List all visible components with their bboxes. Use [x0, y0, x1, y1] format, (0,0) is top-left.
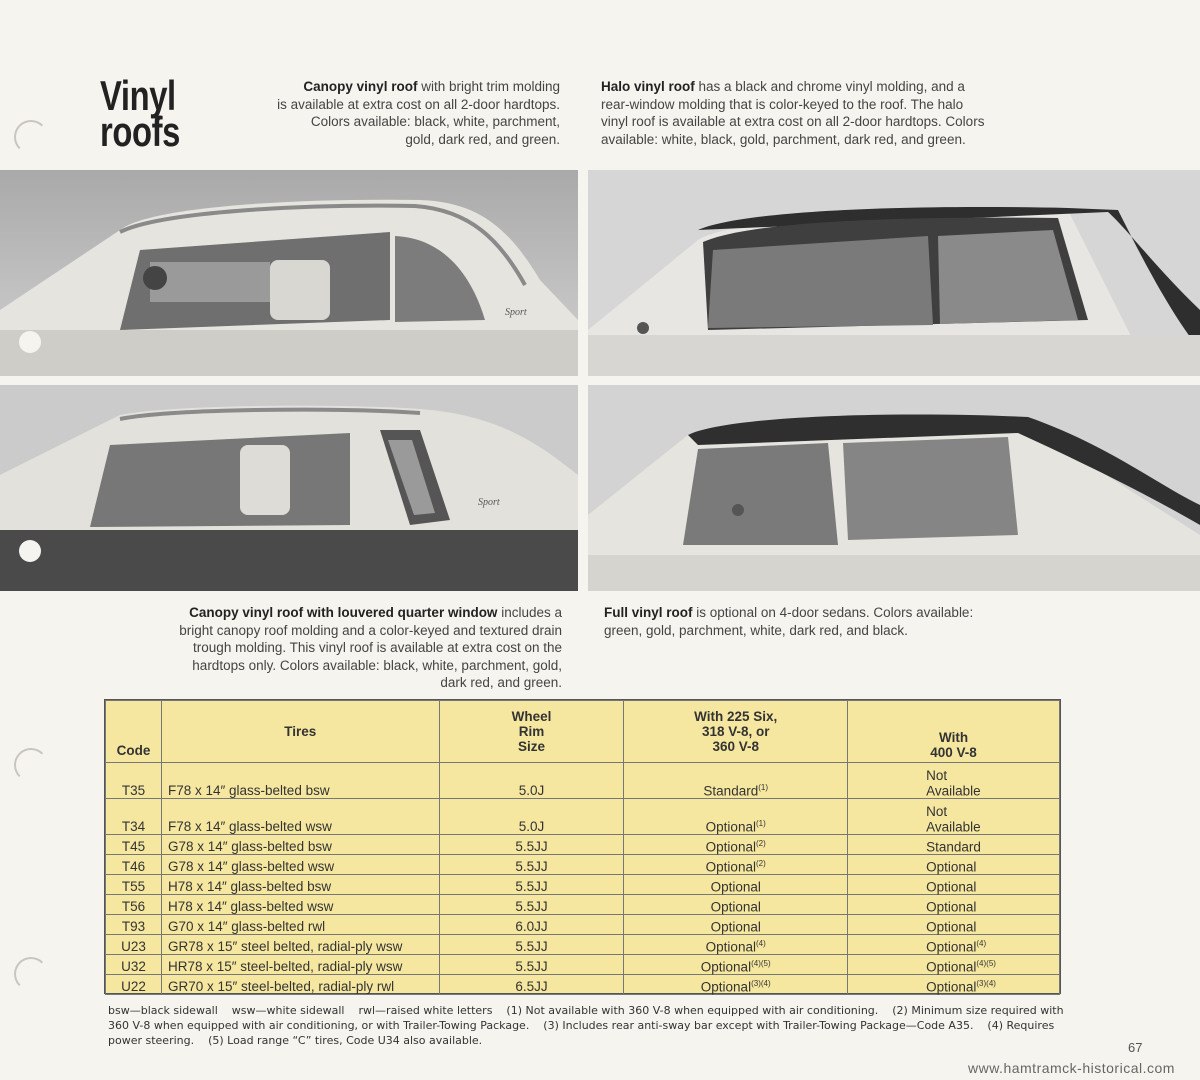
cell-rim-size-text: 6.0JJ: [515, 919, 548, 934]
cell-code-text: T35: [121, 783, 146, 798]
cell-code: [106, 799, 162, 835]
table-row: [106, 975, 1060, 995]
cell-with-225: [624, 895, 848, 915]
cell-with-400-text: Not Available: [926, 767, 981, 798]
footnote-line-1: bsw—black sidewall wsw—white sidewall rwl—raised white letters (1) Not available with 360 V-8 when equipped with air conditioning. (2) Minimum size required with: [108, 1004, 1064, 1017]
cell-with-400: [848, 955, 1060, 975]
cell-code: [106, 975, 162, 995]
full-line-1: is optional on 4-door sedans. Colors available:: [696, 605, 974, 620]
full-roof-title: Full vinyl roof: [604, 605, 693, 620]
cell-tire-size-text: H78 x 14″ glass-belted wsw: [167, 899, 334, 914]
table-row: [106, 935, 1060, 955]
cell-tire-size-text: GR70 x 15″ steel-belted, radial-ply rwl: [167, 979, 395, 994]
cell-with-225: [624, 875, 848, 895]
cell-with-400: [848, 799, 1060, 835]
louvered-line-3: trough molding. This vinyl roof is available at extra cost on the: [193, 640, 562, 655]
cell-code-text: T56: [121, 899, 146, 914]
louvered-line-2: bright canopy roof molding and a color-keyed and textured drain: [179, 622, 562, 638]
cell-tire-size: [161, 955, 439, 975]
cell-rim-size: [439, 955, 624, 975]
cell-code: [106, 935, 162, 955]
cell-with-225-text: Optional: [705, 939, 756, 954]
cell-code: [106, 835, 162, 855]
cell-code-text: U22: [121, 979, 146, 994]
cell-tire-size: [161, 975, 439, 995]
footnote-line-3: power steering. (5) Load range “C” tires, Code U34 also available.: [108, 1034, 483, 1047]
with225-header-line-2: 318 V-8, or: [701, 724, 770, 739]
column-header-wheel-rim-size: [439, 701, 624, 763]
footnotes: [108, 1003, 1063, 1048]
louvered-line-1: includes a: [501, 605, 562, 620]
section-heading: [100, 72, 180, 155]
cell-code-text: T55: [121, 879, 146, 894]
cell-with-400-text: Optional: [926, 899, 977, 914]
photo-halo-roof: [588, 170, 1200, 376]
cell-tire-size-text: F78 x 14″ glass-belted bsw: [167, 783, 330, 798]
cell-with-400: [848, 895, 1060, 915]
cell-with-225: [624, 975, 848, 995]
binder-hole-top: [14, 120, 48, 154]
table-row: [106, 955, 1060, 975]
cell-code: [106, 875, 162, 895]
wheel-header-line-3: Size: [517, 739, 545, 754]
cell-with-400-text: Optional: [926, 959, 977, 974]
column-header-with-225: [624, 701, 848, 763]
cell-tire-size: [161, 935, 439, 955]
cell-code: [106, 915, 162, 935]
footnote-line-2: 360 V-8 when equipped with air conditioning, or with Trailer-Towing Package. (3) Includes rear anti-sway bar except with Trailer-Towing Package—Code A35. (4) Requires: [108, 1019, 1055, 1032]
cell-with-225-text: Optional: [710, 899, 761, 914]
tires-table: [105, 700, 1060, 995]
cell-with-400-text: Optional: [926, 939, 977, 954]
cell-with-400-footnote-ref: (4)(5): [976, 958, 996, 968]
canopy-roof-description: [214, 78, 560, 148]
watermark: www.hamtramck-historical.com: [968, 1060, 1175, 1076]
cell-with-225: [624, 955, 848, 975]
page-number: 67: [1128, 1040, 1143, 1055]
full-roof-description: [604, 604, 1064, 639]
cell-tire-size-text: G78 x 14″ glass-belted wsw: [167, 859, 335, 874]
cell-rim-size-text: 5.5JJ: [515, 879, 548, 894]
cell-rim-size: [439, 915, 624, 935]
cell-code-text: T93: [121, 919, 146, 934]
table-row: [106, 895, 1060, 915]
column-header-with-400: [848, 701, 1060, 763]
cell-tire-size: [161, 875, 439, 895]
cell-code: [106, 955, 162, 975]
cell-with-225-footnote-ref: (4)(5): [751, 958, 771, 968]
table-row: [106, 915, 1060, 935]
cell-with-400-text: Standard: [926, 839, 981, 854]
cell-with-225: [624, 835, 848, 855]
halo-line-4: available: white, black, gold, parchment, dark red, and green.: [601, 131, 966, 147]
sport-script-badge-1: Sport: [505, 307, 527, 318]
full-line-2: green, gold, parchment, white, dark red, and black.: [604, 622, 908, 638]
cell-tire-size-text: H78 x 14″ glass-belted bsw: [167, 879, 332, 894]
louvered-line-5: dark red, and green.: [440, 675, 562, 690]
photo-louvered-canopy-roof: [0, 385, 578, 591]
cell-rim-size-text: 5.5JJ: [515, 959, 548, 974]
cell-with-225: [624, 915, 848, 935]
cell-with-400: [848, 915, 1060, 935]
cell-tire-size-text: F78 x 14″ glass-belted wsw: [167, 819, 332, 834]
cell-tire-size: [161, 763, 439, 799]
cell-with-225-text: Optional: [705, 819, 756, 834]
cell-with-225-text: Optional: [700, 979, 752, 994]
cell-with-225: [624, 935, 848, 955]
cell-rim-size: [439, 895, 624, 915]
cell-code: [106, 763, 162, 799]
cell-tire-size-text: GR78 x 15″ steel belted, radial-ply wsw: [167, 939, 403, 954]
louvered-line-4: hardtops only. Colors available: black, white, parchment, gold,: [192, 657, 562, 673]
canopy-line-4: gold, dark red, and green.: [405, 131, 560, 147]
louvered-roof-description: [100, 604, 562, 692]
wheel-header-line-1: Wheel: [511, 709, 552, 724]
sport-script-badge-2: Sport: [478, 497, 500, 508]
halo-roof-description: [601, 78, 1081, 148]
cell-tire-size-text: G78 x 14″ glass-belted bsw: [167, 839, 332, 854]
cell-with-225-footnote-ref: (2): [755, 838, 766, 848]
binder-hole-bottom: [14, 957, 48, 991]
cell-tire-size-text: G70 x 14″ glass-belted rwl: [167, 919, 326, 934]
cell-code-text: T34: [121, 819, 146, 834]
cell-tire-size-text: HR78 x 15″ steel-belted, radial-ply wsw: [167, 959, 403, 974]
cell-tire-size: [161, 895, 439, 915]
with400-header-line-1: With: [938, 730, 969, 745]
table-row: [106, 763, 1060, 799]
cell-code-text: U23: [121, 939, 146, 954]
photo-canopy-roof: [0, 170, 578, 376]
cell-with-400-footnote-ref: (4): [976, 938, 987, 948]
wheel-header-line-2: Rim: [518, 724, 545, 739]
cell-rim-size-text: 5.0J: [518, 783, 545, 798]
cell-rim-size-text: 5.5JJ: [515, 839, 548, 854]
cell-with-225: [624, 763, 848, 799]
cell-with-400: [848, 875, 1060, 895]
canopy-line-2: is available at extra cost on all 2-door hardtops.: [277, 96, 560, 112]
cell-rim-size: [439, 855, 624, 875]
cell-rim-size-text: 5.5JJ: [515, 939, 548, 954]
with400-header-line-2: 400 V-8: [930, 745, 977, 760]
cell-with-225-text: Optional: [700, 959, 752, 974]
table-row: [106, 855, 1060, 875]
cell-rim-size: [439, 935, 624, 955]
cell-with-225: [624, 855, 848, 875]
canopy-line-3: Colors available: black, white, parchment,: [310, 114, 560, 129]
cell-rim-size: [439, 875, 624, 895]
cell-code: [106, 855, 162, 875]
table-row: [106, 875, 1060, 895]
cell-with-400: [848, 975, 1060, 995]
cell-with-225-text: Optional: [710, 919, 761, 934]
cell-with-400-text: Optional: [926, 979, 977, 994]
halo-line-3: vinyl roof is available at extra cost on all 2-door hardtops. Colors: [601, 114, 985, 129]
cell-with-225-text: Optional: [705, 839, 756, 854]
table-row: [106, 799, 1060, 835]
table-title: [161, 701, 439, 763]
with225-header-line-1: With 225 Six,: [694, 709, 778, 724]
cell-tire-size: [161, 835, 439, 855]
cell-with-400-footnote-ref: (3)(4): [976, 978, 996, 988]
tires-table-body: [106, 763, 1060, 995]
cell-tire-size: [161, 855, 439, 875]
cell-rim-size-text: 5.5JJ: [515, 899, 548, 914]
cell-with-225-footnote-ref: (1): [755, 818, 766, 828]
cell-rim-size: [439, 763, 624, 799]
cell-rim-size: [439, 975, 624, 995]
cell-with-225-text: Optional: [705, 859, 756, 874]
cell-with-400: [848, 935, 1060, 955]
column-header-code: Code: [106, 701, 162, 763]
cell-code: [106, 895, 162, 915]
tires-title-text: Tires: [284, 724, 317, 739]
louvered-roof-title: Canopy vinyl roof with louvered quarter window: [189, 605, 498, 620]
cell-with-225-footnote-ref: (1): [758, 782, 768, 792]
cell-code-text: T46: [121, 859, 146, 874]
cell-code-text: U32: [121, 959, 146, 974]
cell-rim-size: [439, 835, 624, 855]
with225-header-line-3: 360 V-8: [712, 739, 759, 754]
cell-tire-size: [161, 915, 439, 935]
cell-with-400: [848, 763, 1060, 799]
halo-line-2: rear-window molding that is color-keyed to the roof. The halo: [601, 96, 964, 112]
cell-with-400-text: Not Available: [926, 803, 981, 834]
halo-line-1: has a black and chrome vinyl molding, and a: [698, 79, 965, 94]
cell-rim-size-text: 5.0J: [518, 819, 545, 834]
cell-code-text: T45: [121, 839, 146, 854]
cell-with-400: [848, 855, 1060, 875]
cell-tire-size: [161, 799, 439, 835]
canopy-line-1: with bright trim molding: [421, 79, 560, 94]
halo-roof-title: Halo vinyl roof: [601, 79, 695, 94]
photo-full-vinyl-roof: [588, 385, 1200, 591]
cell-rim-size-text: 6.5JJ: [515, 979, 548, 994]
cell-with-400: [848, 835, 1060, 855]
canopy-roof-title: Canopy vinyl roof: [303, 79, 418, 94]
binder-hole-middle: [14, 748, 48, 782]
cell-with-225-footnote-ref: (3)(4): [751, 978, 771, 988]
cell-rim-size: [439, 799, 624, 835]
cell-with-225-text: Optional: [710, 879, 761, 894]
heading-line-1: Vinyl: [100, 72, 176, 119]
cell-with-400-text: Optional: [926, 879, 977, 894]
cell-with-400-text: Optional: [926, 859, 977, 874]
cell-rim-size-text: 5.5JJ: [515, 859, 548, 874]
cell-with-225-text: Standard: [703, 783, 759, 798]
cell-with-225: [624, 799, 848, 835]
cell-with-225-footnote-ref: (4): [755, 938, 766, 948]
tires-table-container: [104, 699, 1061, 994]
table-row: [106, 835, 1060, 855]
cell-with-225-footnote-ref: (2): [755, 858, 766, 868]
cell-with-400-text: Optional: [926, 919, 977, 934]
heading-line-2: roofs: [100, 108, 180, 155]
